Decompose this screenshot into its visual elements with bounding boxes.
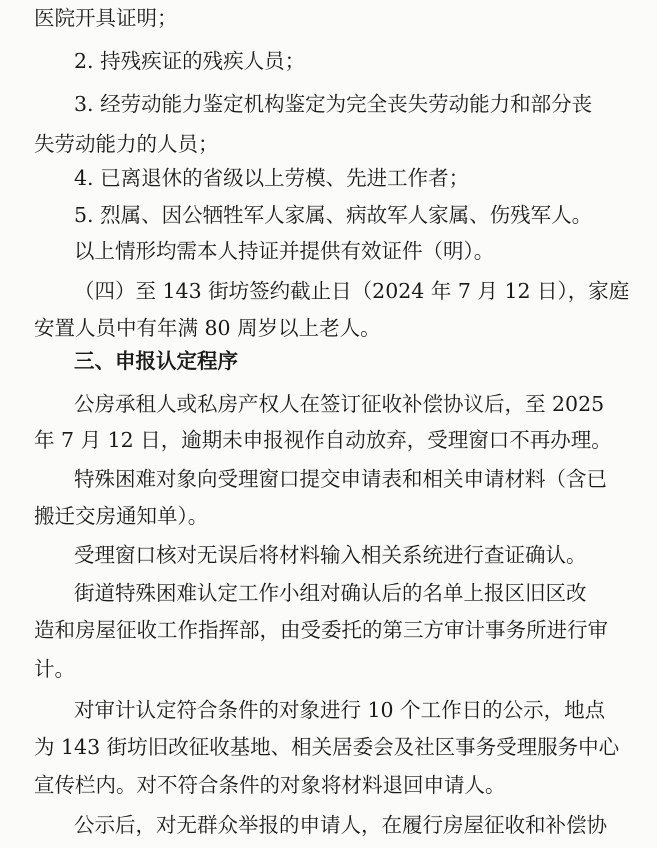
text-line: 医院开具证明；	[34, 6, 178, 30]
section-heading: 三、申报认定程序	[74, 349, 238, 373]
text-line: 宣传栏内。对不符合条件的对象将材料退回申请人。	[34, 773, 506, 797]
text-line: 年 7 月 12 日，逾期未申报视作自动放弃，受理窗口不再办理。	[34, 428, 612, 452]
text-line: 安置人员中有年满 80 周岁以上老人。	[34, 316, 381, 340]
text-line: 失劳动能力的人员；	[34, 132, 219, 156]
text-line: 搬迁交房通知单）。	[34, 504, 209, 528]
text-line: 以上情形均需本人持证并提供有效证件（明）。	[74, 239, 495, 263]
list-item: 4. 已离退休的省级以上劳模、先进工作者；	[74, 166, 470, 190]
text-line: 对审计认定符合条件的对象进行 10 个工作日的公示，地点	[74, 698, 606, 722]
text-line: （四）至 143 街坊签约截止日（2024 年 7 月 12 日），家庭	[74, 279, 630, 303]
text-line: 特殊困难对象向受理窗口提交申请表和相关申请材料（含已	[74, 467, 607, 491]
text-line: 为 143 街坊旧改征收基地、相关居委会及社区事务受理服务中心	[34, 735, 620, 759]
text-line: 受理窗口核对无误后将材料输入相关系统进行查证确认。	[74, 543, 587, 567]
text-line: 街道特殊困难认定工作小组对确认后的名单上报区旧区改	[74, 581, 587, 605]
list-item: 5. 烈属、因公牺牲军人家属、病故军人家属、伤残军人。	[74, 203, 593, 227]
text-line: 计。	[34, 657, 75, 681]
text-line: 造和房屋征收工作指挥部，由受委托的第三方审计事务所进行审	[34, 618, 608, 642]
text-line: 公示后，对无群众举报的申请人，在履行房屋征收和补偿协	[74, 813, 607, 837]
list-item: 2. 持残疾证的残疾人员；	[74, 49, 306, 73]
list-item: 3. 经劳动能力鉴定机构鉴定为完全丧失劳动能力和部分丧	[74, 92, 593, 116]
text-line: 公房承租人或私房产权人在签订征收补偿协议后，至 2025	[74, 392, 605, 416]
